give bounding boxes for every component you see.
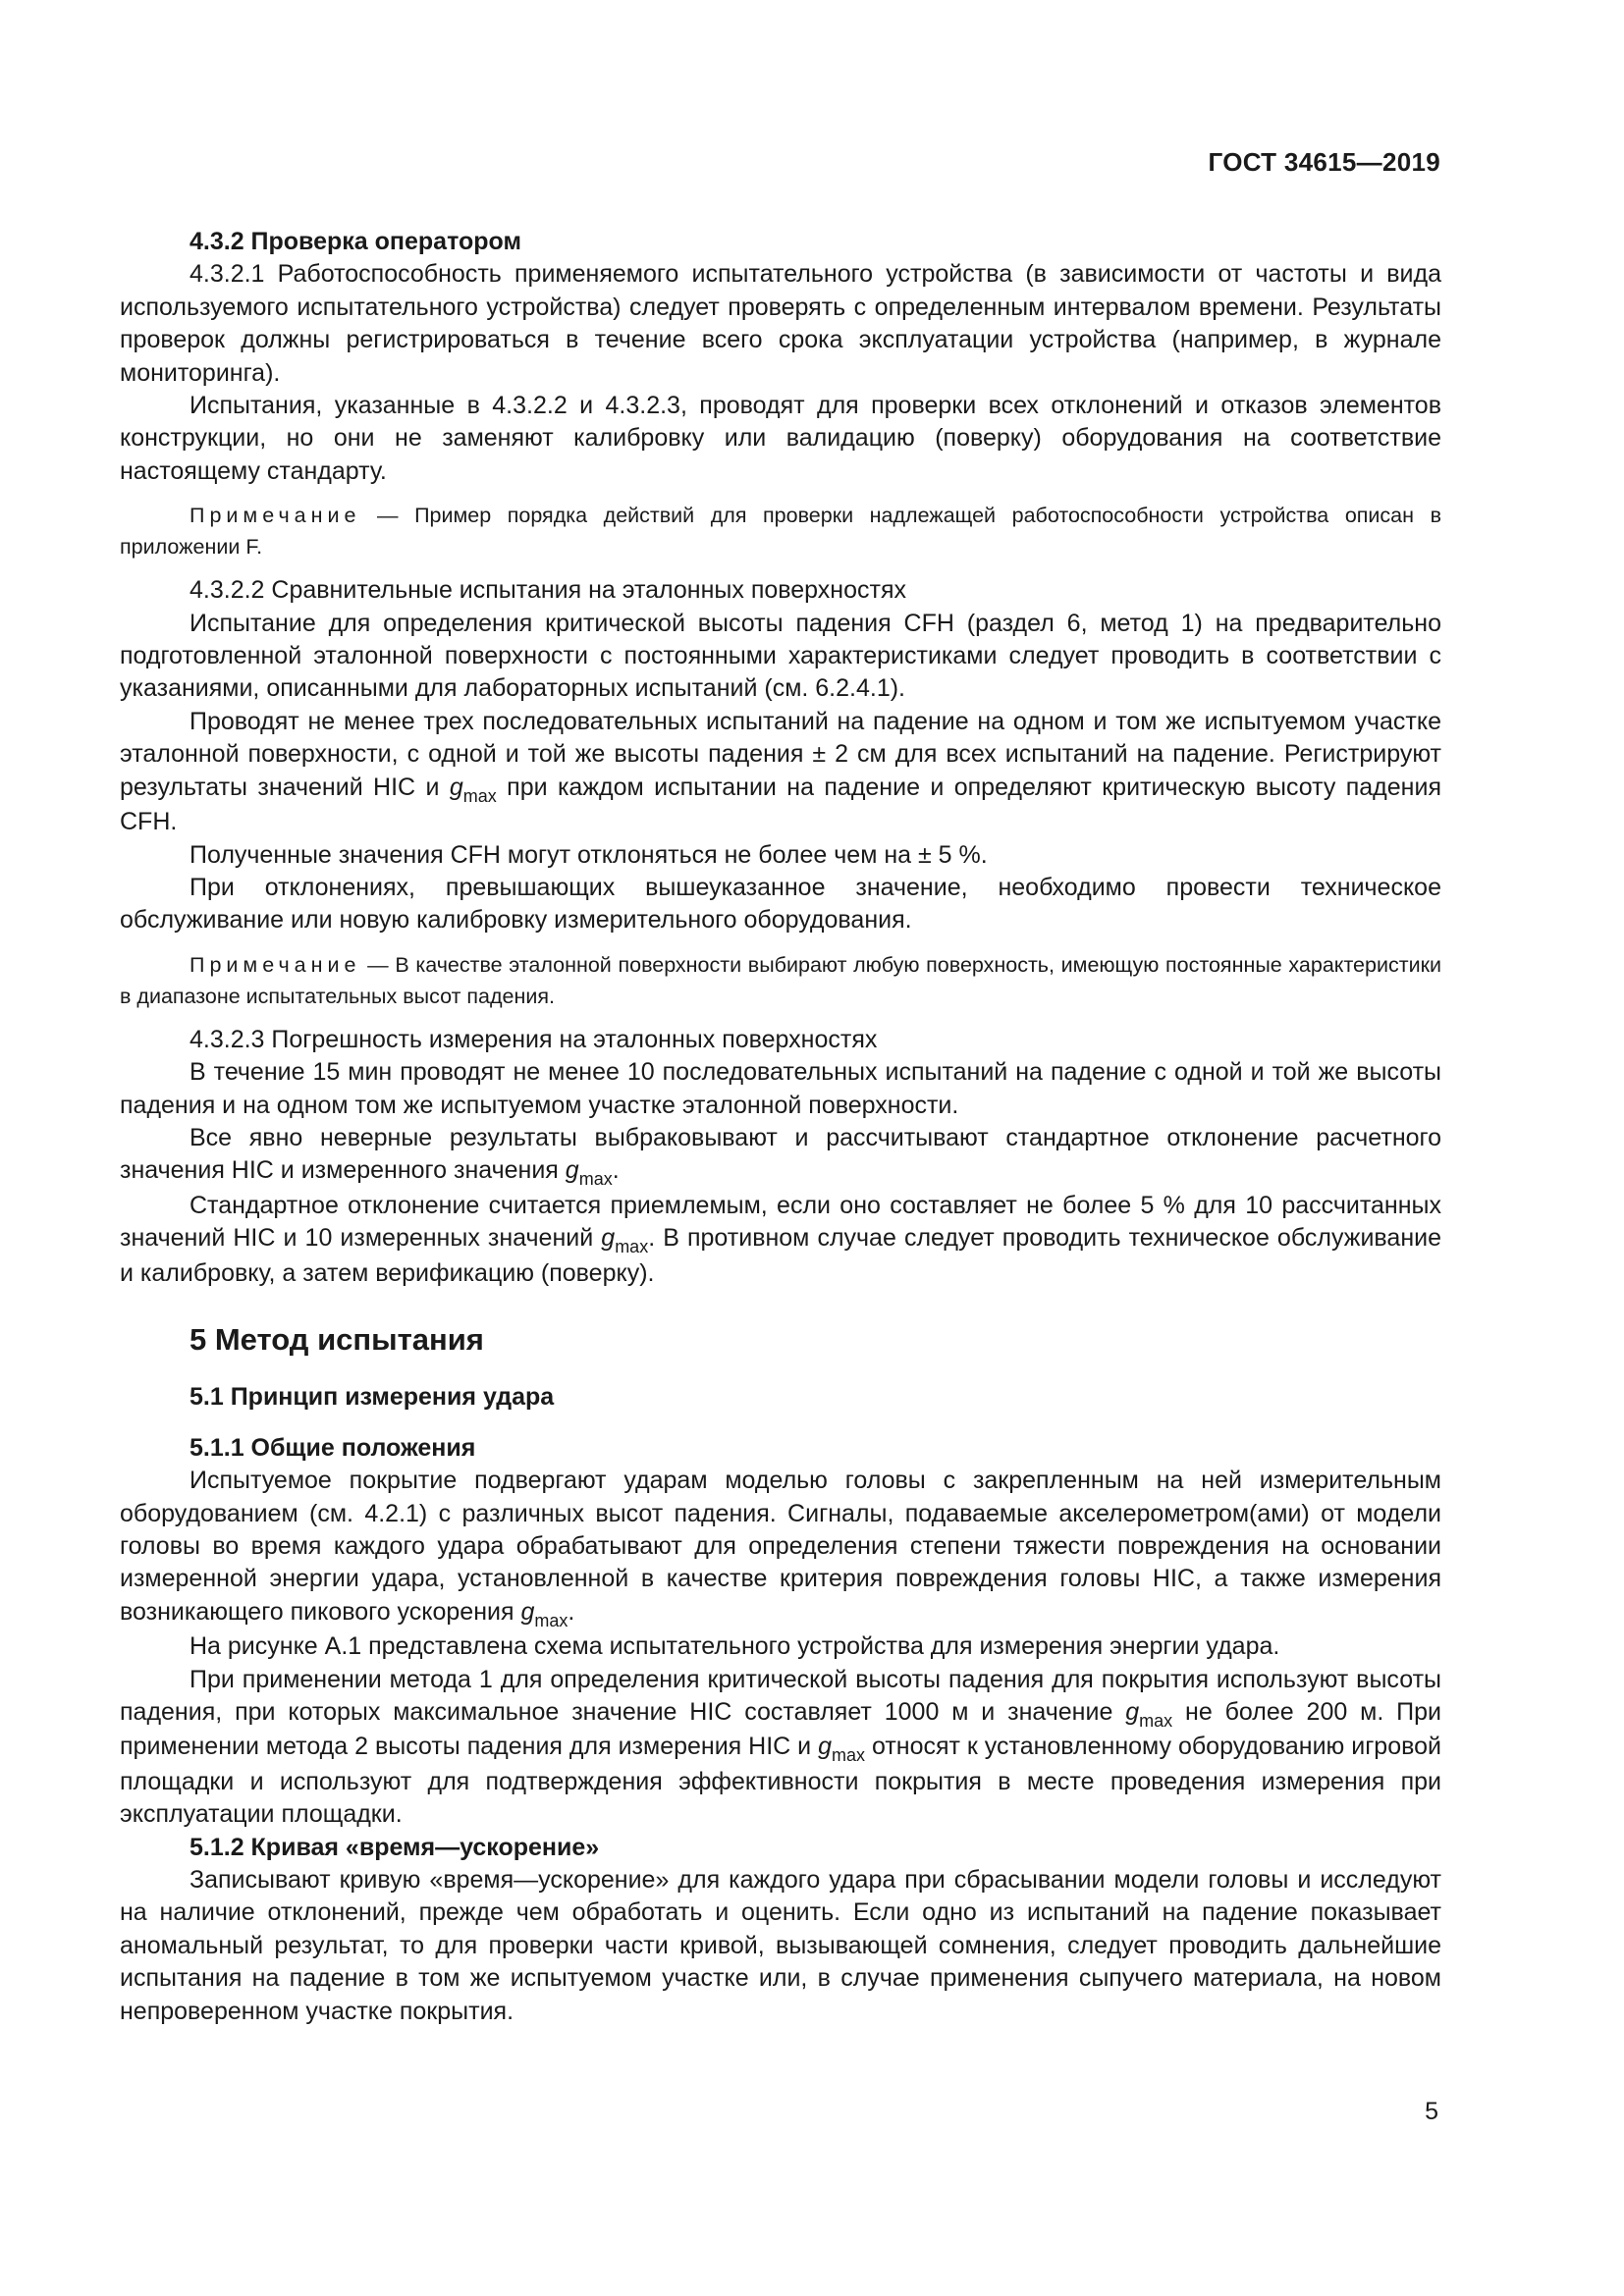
note-text: — В качестве эталонной поверхности выбирают любую поверхность, имеющую постоянные характеристики в диапазоне испытательных высот падения.: [120, 952, 1441, 1008]
text-run: Стандартное отклонение считается приемлемым, если оно составляет не более 5 % для 10 рассчитанных значений HIC и 10 измеренных значений: [120, 1191, 1441, 1253]
text-run: Проводят не менее трех последовательных испытаний на падение на одном и том же испытуемом участке эталонной поверхности, с одной и той же высоты падения ± 2 см для всех испытаний на падение. Регистрируют результаты значений HIC и: [120, 707, 1441, 801]
page-number: 5: [1425, 2098, 1438, 2125]
paragraph-4-3-2-2-1: Испытание для определения критической высоты падения CFH (раздел 6, метод 1) на предварительно подготовленной эталонной поверхности с постоянными характеристиками следует проводить в соответствии с указаниями, описанными для лабораторных испытаний (см. 6.2.4.1).: [120, 609, 1441, 703]
document-code: ГОСТ 34615—2019: [1208, 147, 1440, 177]
subscript-max: max: [832, 1745, 866, 1766]
symbol-g: g: [565, 1156, 579, 1185]
symbol-g: g: [520, 1597, 535, 1626]
text-run: При применении метода 1 для определения критической высоты падения для покрытия используют высоты падения, при которых максимальное значение HIC составляет 1000 м и значение: [120, 1665, 1441, 1727]
heading-4-3-2: 4.3.2 Проверка оператором: [189, 228, 521, 255]
heading-5-1-1: 5.1.1 Общие положения: [189, 1433, 476, 1462]
heading-5-1-2: 5.1.2 Кривая «время—ускорение»: [189, 1833, 600, 1861]
symbol-g: g: [818, 1733, 832, 1761]
paragraph-4-3-2-tests: Испытания, указанные в 4.3.2.2 и 4.3.2.3, проводят для проверки всех отклонений и отказов элементов конструкции, но они не заменяют калибровку или валидацию (поверку) оборудования на соответствие настоящему стандарту.: [120, 392, 1441, 485]
paragraph-4-3-2-3-3: [120, 1190, 1441, 1290]
paragraph-4-3-2-3-1: В течение 15 мин проводят не менее 10 последовательных испытаний на падение с одной и той же высоты падения и на одном том же испытуемом участке эталонной поверхности.: [120, 1058, 1441, 1119]
heading-5-1: 5.1 Принцип измерения удара: [189, 1383, 555, 1412]
paragraph-4-3-2-2-4: При отклонениях, превышающих вышеуказанное значение, необходимо провести техническое обслуживание или новую калибровку измерительного оборудования.: [120, 873, 1441, 934]
text-run: .: [612, 1156, 620, 1185]
paragraph-5-1-1-2: На рисунке А.1 представлена схема испытательного устройства для измерения энергии удара.: [189, 1632, 1280, 1661]
subscript-max: max: [615, 1237, 649, 1257]
note-2: [120, 949, 1441, 1012]
document-body: [120, 226, 1441, 2028]
paragraph-4-3-2-1: 4.3.2.1 Работоспособность применяемого испытательного устройства (в зависимости от частоты и вида используемого испытательного устройства) следует проверять с определенным интервалом времени. Результаты проверок должны регистрироваться в течение всего срока эксплуатации устройства (например, в журнале мониторинга).: [120, 260, 1441, 387]
note-1: [120, 500, 1441, 562]
text-run: относят к установленному оборудованию игровой площадки и используют для подтверждения эффективности покрытия в месте проведения измерения при эксплуатации площадки.: [120, 1733, 1441, 1829]
paragraph-5-1-1-1: [120, 1465, 1441, 1630]
text-run: . В противном случае следует проводить техническое обслуживание и калибровку, а затем верификацию (поверку).: [120, 1224, 1441, 1287]
symbol-g: g: [1125, 1698, 1140, 1727]
subscript-max: max: [578, 1169, 613, 1190]
section-5-title: 5 Метод испытания: [189, 1321, 484, 1357]
heading-4-3-2-2: 4.3.2.2 Сравнительные испытания на эталонных поверхностях: [189, 576, 906, 605]
text-run: при каждом испытании на падение и определяют критическую высоту падения CFH.: [120, 773, 1441, 836]
symbol-g: g: [449, 773, 463, 801]
note-label: Примечание: [189, 504, 361, 528]
note-text: — Пример порядка действий для проверки надлежащей работоспособности устройства описан в приложении F.: [120, 504, 1441, 560]
text-run: не более 200 м. При применении метода 2 высоты падения для измерения HIC и: [120, 1698, 1441, 1761]
text-run: .: [568, 1597, 575, 1626]
symbol-g: g: [601, 1224, 616, 1253]
text-run: Испытуемое покрытие подвергают ударам моделью головы с закрепленным на ней измерительным оборудованием (см. 4.2.1) с различных высот падения. Сигналы, подаваемые акселерометром(ами) от модели головы во время каждого удара обрабатывают для определения степени тяжести повреждения на основании измеренной энергии удара, установленной в качестве критерия повреждения головы HIC, а также измерения возникающего пикового ускорения: [120, 1467, 1441, 1626]
subscript-max: max: [534, 1610, 568, 1630]
subscript-max: max: [1139, 1711, 1173, 1732]
paragraph-5-1-1-3: [120, 1664, 1441, 1832]
paragraph-4-3-2-2-3: Полученные значения CFH могут отклоняться не более чем на ± 5 %.: [189, 840, 988, 869]
text-run: Все явно неверные результаты выбраковывают и рассчитывают стандартное отклонение расчетного значения HIC и измеренного значения: [120, 1123, 1441, 1185]
paragraph-5-1-2-1: Записывают кривую «время—ускорение» для каждого удара при сбрасывании модели головы и исследуют на наличие отклонений, прежде чем обработать и оценить. Если одно из испытаний на падение показывает аномальный результат, то для проверки части кривой, вызывающей сомнения, следует проводить дальнейшие испытания на падение в том же испытуемом участке или, в случае применения сыпучего материала, на новом непроверенном участке покрытия.: [120, 1866, 1441, 2025]
paragraph-4-3-2-2-2: [120, 706, 1441, 839]
paragraph-4-3-2-3-2: [120, 1122, 1441, 1190]
note-label: Примечание: [189, 952, 361, 977]
heading-4-3-2-3: 4.3.2.3 Погрешность измерения на эталонных поверхностях: [189, 1025, 878, 1053]
subscript-max: max: [462, 785, 497, 806]
